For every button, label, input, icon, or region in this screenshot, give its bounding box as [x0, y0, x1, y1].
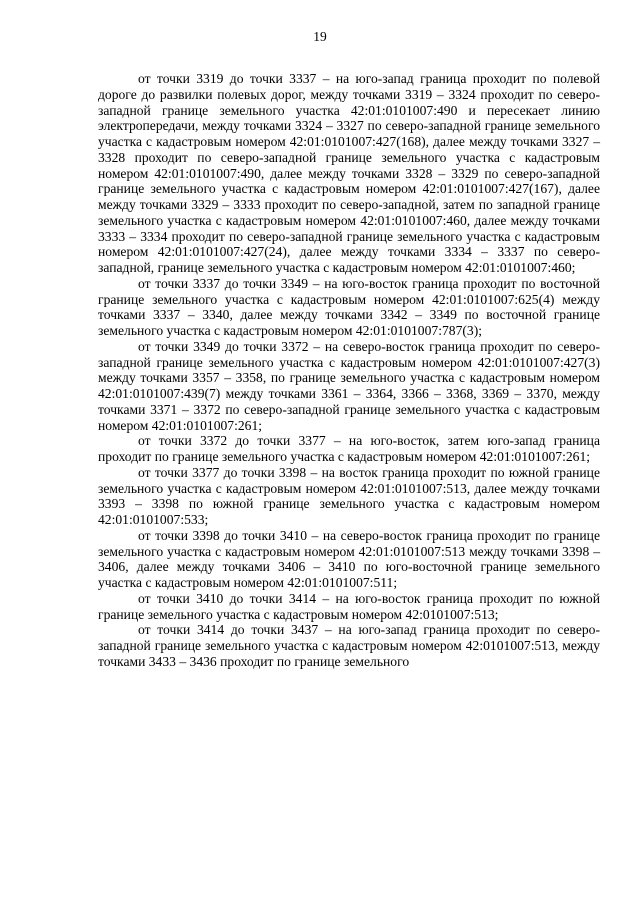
paragraph-segment-3398-3410: от точки 3398 до точки 3410 – на северо-восток граница проходит по границе земельного участка с кадастровым номером 42:01:0101007:513 между точками 3398 – 3406, далее между точками 3406 – 3410 по юго-восточной границе земельного участка с кадастровым номером 42:01:0101007:511;: [98, 527, 600, 590]
paragraph-segment-3349-3372: от точки 3349 до точки 3372 – на северо-восток граница проходит по северо-западной границе земельного участка с кадастровым номером 42:01:0101007:427(3) между точками 3357 – 3358, по границе земельного участка с кадастровым номером 42:01:0101007:439(7) между точками 3361 – 3364, 3366 – 3368, 3369 – 3370, между точками 3371 – 3372 по северо-западной границе земельного участка с кадастровым номером 42:01:0101007:261;: [98, 338, 600, 433]
paragraph-segment-3377-3398: от точки 3377 до точки 3398 – на восток граница проходит по южной границе земельного участка с кадастровым номером 42:01:0101007:513, далее между точками 3393 – 3398 по южной границе земельного участка с кадастровым номером 42:01:0101007:533;: [98, 464, 600, 527]
document-body: [98, 71, 600, 670]
paragraph-segment-3319-3337: от точки 3319 до точки 3337 – на юго-запад граница проходит по полевой дороге до развилки полевых дорог, между точками 3319 – 3324 проходит по северо-западной границе земельного участка 42:01:0101007:490 и пересекает линию электропередачи, между точками 3324 – 3327 по северо-западной границе земельного участка с кадастровым номером 42:01:0101007:427(168), далее между точками 3327 – 3328 проходит по северо-западной границе земельного участка с кадастровым номером 42:01:0101007:490, далее между точками 3328 – 3329 по северо-западной границе земельного участка с кадастровым номером 42:01:0101007:427(167), далее между точками 3329 – 3333 проходит по северо-западной, затем по западной границе земельного участка с кадастровым номером 42:01:0101007:460, далее между точками 3333 – 3334 проходит по северо-западной границе земельного участка с кадастровым номером 42:01:0101007:427(24), далее между точками 3334 – 3337 по северо-западной, границе земельного участка с кадастровым номером 42:01:0101007:460;: [98, 71, 600, 275]
page-number: 19: [313, 29, 327, 44]
paragraph-segment-3410-3414: от точки 3410 до точки 3414 – на юго-восток граница проходит по южной границе земельного участка с кадастровым номером 42:0101007:513;: [98, 590, 600, 622]
paragraph-segment-3372-3377: от точки 3372 до точки 3377 – на юго-восток, затем юго-запад граница проходит по границе земельного участка с кадастровым номером 42:01:0101007:261;: [98, 433, 600, 464]
paragraph-segment-3337-3349: от точки 3337 до точки 3349 – на юго-восток граница проходит по восточной границе земельного участка с кадастровым номером 42:01:0101007:625(4) между точками 3337 – 3340, далее между точками 3342 – 3349 по восточной границе земельного участка с кадастровым номером 42:01:0101007:787(3);: [98, 275, 600, 338]
paragraph-segment-3414-3437: от точки 3414 до точки 3437 – на юго-запад граница проходит по северо-западной границе земельного участка с кадастровым номером 42:0101007:513, между точками 3433 – 3436 проходит по границе земельного: [98, 622, 600, 669]
